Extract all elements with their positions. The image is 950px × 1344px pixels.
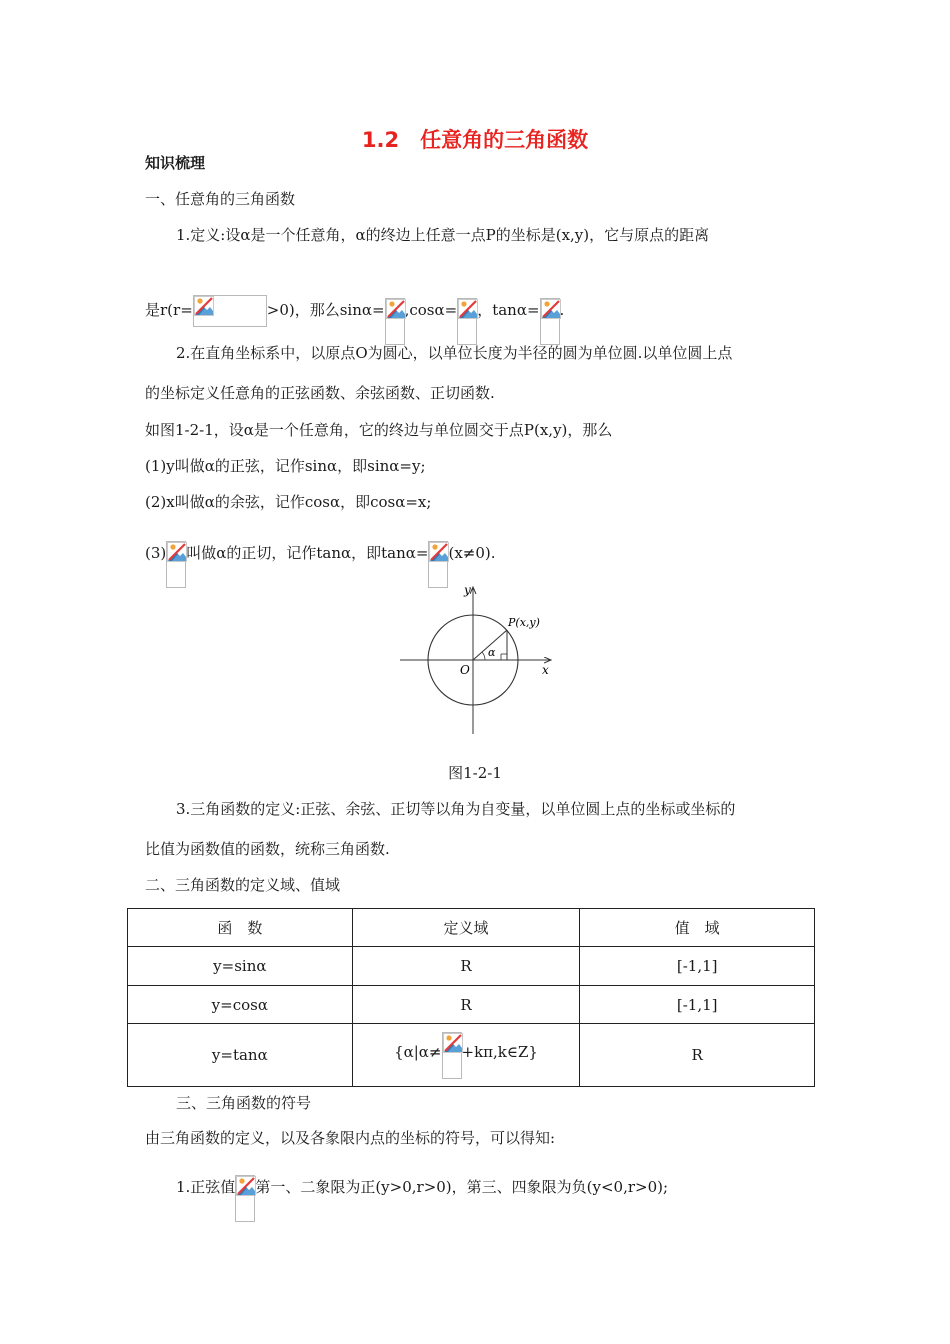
cell-function: y=sinα [128, 947, 353, 986]
broken-image-icon [540, 298, 560, 345]
sign-sine [176, 1175, 668, 1222]
cell-function: y=tanα [128, 1024, 353, 1087]
item-sine: (1)y叫做α的正弦，记作sinα，即sinα=y; [145, 457, 426, 475]
part3-intro: 由三角函数的定义，以及各象限内点的坐标的符号，可以得知: [145, 1129, 556, 1147]
def1-prefix: 是r(r= [145, 301, 193, 319]
cell-range: [-1,1] [580, 947, 815, 986]
def1-mid3: ，tanα= [477, 301, 540, 319]
table-row [128, 947, 815, 986]
domain-prefix: {α|α≠ [394, 1042, 442, 1061]
cell-domain: R [352, 986, 580, 1024]
def3-line1: 3.三角函数的定义:正弦、余弦、正切等以角为自变量，以单位圆上点的坐标或坐标的 [176, 800, 736, 818]
unit-circle-figure [390, 578, 560, 740]
part2-heading: 二、三角函数的定义域、值域 [145, 876, 341, 894]
item3-end: (x≠0). [448, 544, 496, 562]
table-row [128, 986, 815, 1024]
broken-image-icon [457, 298, 477, 345]
def2-line2: 的坐标定义任意角的正弦函数、余弦函数、正切函数. [145, 384, 495, 402]
def1-mid1: >0)，那么sinα= [266, 301, 385, 319]
table-header-row [128, 909, 815, 947]
label-o: O [460, 663, 470, 677]
sign1-prefix: 1.正弦值 [176, 1178, 236, 1196]
header-function: 函 数 [128, 909, 353, 947]
cell-domain: R [352, 947, 580, 986]
item3-mid: 叫做α的正切，记作tanα，即tanα= [186, 544, 429, 562]
broken-image-icon [385, 298, 405, 345]
label-p: P(x,y) [508, 616, 540, 629]
broken-image-icon [235, 1175, 255, 1222]
angle-arc [482, 652, 485, 660]
sign1-suffix: 第一、二象限为正(y>0,r>0)，第三、四象限为负(y<0,r>0); [255, 1178, 669, 1196]
figure-caption: 图1-2-1 [448, 764, 502, 782]
domain-range-table [127, 908, 815, 1087]
label-alpha: α [488, 646, 496, 659]
def2-line1: 2.在直角坐标系中，以原点O为圆心，以单位长度为半径的圆为单位圆.以单位圆上点 [176, 344, 733, 362]
def2-line3: 如图1-2-1，设α是一个任意角，它的终边与单位圆交于点P(x,y)，那么 [145, 421, 613, 439]
domain-suffix: +kπ,k∈Z} [461, 1042, 538, 1061]
broken-image-icon [166, 541, 186, 588]
page-title: 1.2 任意角的三角函数 [361, 128, 589, 152]
def1-mid2: ,cosα= [404, 301, 458, 319]
header-domain: 定义域 [352, 909, 580, 947]
part1-heading: 一、任意角的三角函数 [145, 190, 296, 208]
part3-heading: 三、三角函数的符号 [176, 1094, 312, 1112]
label-x: x [542, 663, 549, 677]
label-y: y [464, 583, 471, 597]
header-range: 值 域 [580, 909, 815, 947]
cell-range: [-1,1] [580, 986, 815, 1024]
cell-function: y=cosα [128, 986, 353, 1024]
def1-line1: 1.定义:设α是一个任意角，α的终边上任意一点P的坐标是(x,y)，它与原点的距离 [176, 226, 710, 244]
cell-range: R [580, 1024, 815, 1087]
def1-end: . [559, 301, 565, 319]
broken-image-icon [442, 1032, 462, 1079]
table-row [128, 1024, 815, 1087]
def1-line2 [145, 295, 564, 345]
item3-prefix: (3) [145, 544, 167, 562]
broken-image-icon [193, 295, 267, 327]
cell-domain [352, 1024, 580, 1087]
section-heading: 知识梳理 [145, 154, 206, 172]
item-cosine: (2)x叫做α的余弦，记作cosα，即cosα=x; [145, 493, 432, 511]
def3-line2: 比值为函数值的函数，统称三角函数. [145, 840, 390, 858]
